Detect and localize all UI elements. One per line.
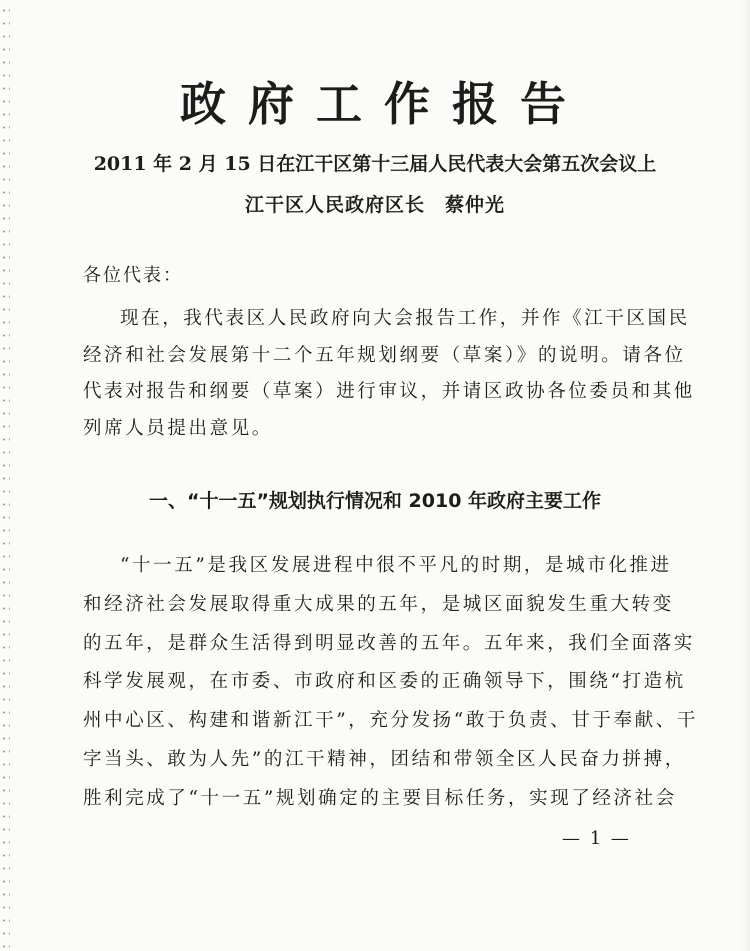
paragraph-line: 科学发展观，在市委、市政府和区委的正确领导下，围绕“打造杭 [83,671,686,693]
salutation: 各位代表： [83,265,183,286]
paragraph-line: 的五年，是群众生活得到明显改善的五年。五年来，我们全面落实 [83,632,695,654]
paragraph-line: 经济和社会发展第十二个五年规划纲要（草案）》的说明。请各位 [83,344,686,366]
scan-edge-marks [0,0,10,951]
paragraph-line: 代表对报告和纲要（草案）进行审议，并请区政协各位委员和其他 [83,381,695,402]
paragraph-line: “十一五”是我区发展进程中很不平凡的时期，是城市化推进 [120,555,672,576]
body-paragraph [83,547,698,819]
report-subtitle-date-venue: 2011 年 2 月 15 日在江干区第十三届人民代表大会第五次会议上 [93,153,657,175]
report-author: 江干区人民政府区长 蔡仲光 [244,194,505,216]
paragraph-line: 和经济社会发展取得重大成果的五年，是城区面貌发生重大转变 [83,593,674,615]
paragraph-line: 现在，我代表区人民政府向大会报告工作，并作《江干区国民 [120,308,690,329]
paragraph-line: 州中心区、构建和谐新江干”，充分发扬“敢于负责、甘于奉献、干 [83,710,698,732]
intro-paragraph [83,301,695,447]
paragraph-line: 胜利完成了“十一五”规划确定的主要目标任务，实现了经济社会 [83,787,677,809]
page-number: — 1 — [562,828,631,849]
scan-edge-shadow [742,0,750,951]
report-title: 政府工作报告 [180,77,588,131]
paragraph-line: 列席人员提出意见。 [83,417,273,439]
paragraph-line: 字当头、敢为人先”的江干精神，团结和带领全区人民奋力拼搏， [83,748,686,770]
section-heading: 一、“十一五”规划执行情况和 2010 年政府主要工作 [148,490,602,512]
